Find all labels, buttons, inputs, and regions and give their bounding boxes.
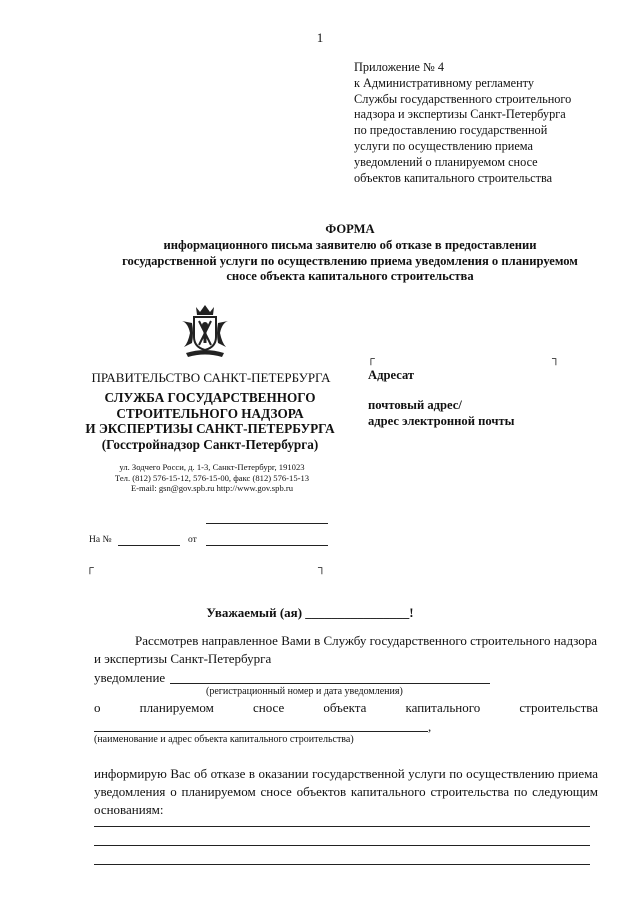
contact-line: ул. Зодчего Росси, д. 1-3, Санкт-Петербург, 191023 [119,462,305,472]
notification-caption: (регистрационный номер и дата уведомления) [206,686,403,697]
number-label: На № [89,535,112,545]
appendix-line: Службы государственного строительного [354,91,572,106]
conclusion-line: информирую Вас об отказе в оказании государственной услуги по осуществлению приема [94,766,598,781]
from-blank-line [206,545,328,546]
object-comma: , [428,719,432,734]
notification-label: уведомление [94,670,166,685]
word: строительства [519,700,598,715]
intro-line-2: и экспертизы Санкт-Петербурга [94,651,272,666]
appendix-line: к Административному регламенту [354,75,535,90]
greeting: Уважаемый (ая) ________________! [206,605,414,620]
reason-blank-line [94,826,590,827]
object-caption: (наименование и адрес объекта капитального строительства) [94,734,354,745]
page-number: 1 [316,30,324,45]
planned-demolition-line [94,700,598,716]
corner-mark-top-left: ┌ [367,353,375,365]
word: о [94,700,101,715]
appendix-block [354,60,624,186]
form-title [60,222,640,285]
corner-mark-top-right: ┐ [552,353,560,365]
word: сносе [252,700,285,715]
number-blank-line [118,545,180,546]
appendix-line: уведомлений о планируемом сносе [354,154,538,169]
date-blank-line [206,523,328,524]
appendix-line: объектов капитального строительства [354,170,553,185]
form-title-line: сносе объекта капитального строительства [226,269,474,284]
form-title-line: государственной услуги по осуществлению приема уведомления о планируемом [122,253,578,268]
addressee-label: Адресат [368,368,415,382]
postal-line: почтовый адрес/ [368,398,462,412]
government-name: ПРАВИТЕЛЬСТВО САНКТ-ПЕТЕРБУРГА [91,370,331,385]
contact-info [84,462,340,494]
appendix-line: по предоставлению государственной [354,123,548,138]
notification-blank-line [170,683,490,684]
word: капитального [405,700,481,715]
reason-blank-line [94,864,590,865]
corner-mark-bottom-left: ┌ [86,562,94,574]
reason-blank-line [94,845,590,846]
from-label: от [188,535,197,545]
word: планируемом [139,700,214,715]
service-line: СТРОИТЕЛЬНОГО НАДЗОРА [116,405,304,421]
coat-of-arms-icon [178,303,232,359]
service-name [72,390,348,452]
contact-line: E-mail: gsn@gov.spb.ru http://www.gov.spb.ru [130,483,294,493]
postal-address-label [368,398,514,430]
service-line: (Госстройнадзор Санкт-Петербурга) [101,436,319,452]
corner-mark-bottom-right: ┐ [318,562,326,574]
form-title-line: информационного письма заявителю об отказе в предоставлении [163,237,537,252]
word: объекта [323,700,367,715]
object-blank-line [94,731,428,732]
intro-line-1: Рассмотрев направленное Вами в Службу государственного строительного надзора [135,633,598,648]
postal-line: адрес электронной почты [368,413,515,428]
service-line: И ЭКСПЕРТИЗЫ САНКТ-ПЕТЕРБУРГА [85,421,335,437]
conclusion-line: основаниям: [94,801,164,817]
service-line: СЛУЖБА ГОСУДАРСТВЕННОГО [104,390,316,405]
form-title-line: ФОРМА [325,222,375,236]
appendix-line: услуги по осуществлению приема [354,138,533,153]
appendix-line: Приложение № 4 [354,60,445,74]
appendix-line: надзора и экспертизы Санкт-Петербурга [354,107,566,122]
contact-line: Тел. (812) 576-15-12, 576-15-00, факс (812) 576-15-13 [114,472,310,483]
conclusion-line: уведомления о планируемом сносе объектов капитального строительства по следующим [94,783,598,799]
conclusion-paragraph [94,765,598,818]
